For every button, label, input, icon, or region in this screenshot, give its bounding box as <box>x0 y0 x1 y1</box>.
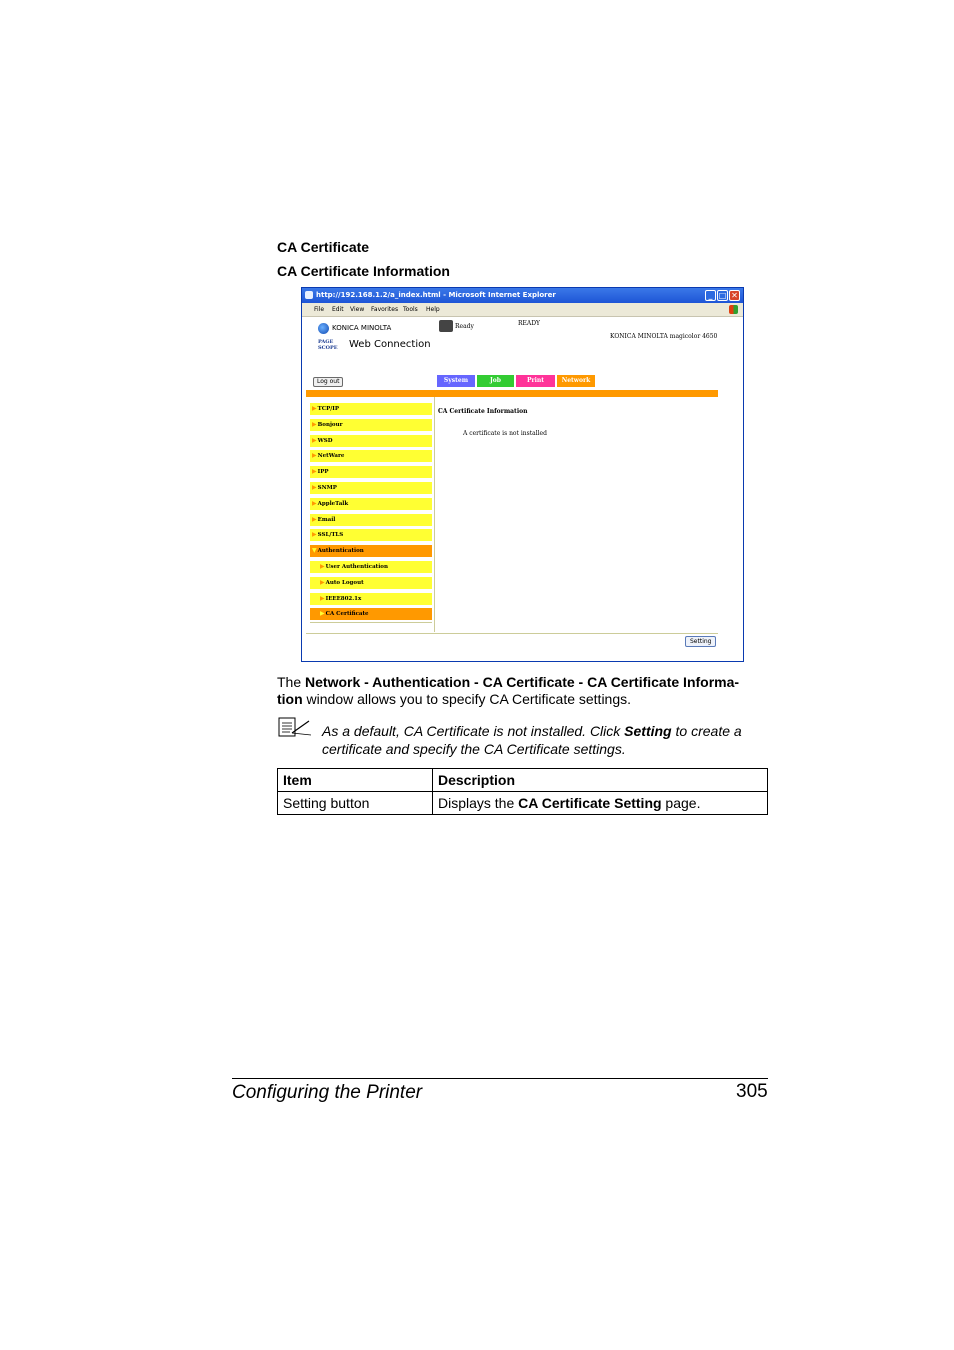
nav-item-label: Authentication <box>317 548 364 555</box>
tab-job[interactable]: Job <box>477 375 514 387</box>
note-setting: Setting <box>624 723 672 739</box>
nav-arrow-icon: ▶ <box>312 452 317 460</box>
nav-item-user-authentication[interactable] <box>310 561 432 573</box>
nav-bottom-line <box>310 622 432 623</box>
nav-item-ca-certificate[interactable] <box>310 608 432 620</box>
desc-a: Displays the <box>438 795 519 811</box>
table-cell-item: Setting button <box>278 792 433 815</box>
table-header-item: Item <box>278 769 433 792</box>
nav-arrow-icon: ▶ <box>320 594 325 602</box>
browser-titlebar <box>302 288 743 303</box>
nav-item-label: IPP <box>317 469 329 476</box>
subsection-heading: CA Certificate Information <box>277 263 450 279</box>
tab-underline-bar <box>306 390 718 397</box>
nav-arrow-icon: ▶ <box>312 531 317 539</box>
nav-item-label: TCP/IP <box>317 406 339 412</box>
nav-item-snmp[interactable] <box>310 482 432 494</box>
nav-item-email[interactable] <box>310 514 432 526</box>
nav-arrow-icon: ▶ <box>320 578 325 586</box>
nav-arrow-icon: ▶ <box>312 484 317 491</box>
nav-arrow-icon: ▶ <box>312 420 317 428</box>
note-text <box>322 722 762 758</box>
status-main: READY <box>518 320 541 327</box>
table-cell-description <box>433 792 768 815</box>
note-text-b: to create a <box>671 723 742 739</box>
table-header-row <box>278 769 768 792</box>
nav-arrow-icon: ▶ <box>312 515 317 523</box>
status-small: Ready <box>455 323 474 330</box>
menu-tools[interactable]: Tools <box>403 306 418 313</box>
page-number: 305 <box>736 1081 768 1102</box>
tab-print[interactable]: Print <box>516 375 555 387</box>
printer-model: KONICA MINOLTA magicolor 4650 <box>610 333 718 340</box>
nav-arrow-icon: ▶ <box>312 468 317 476</box>
description-paragraph <box>277 674 762 708</box>
nav-arrow-icon: ▶ <box>320 610 325 618</box>
table-row <box>278 792 768 815</box>
nav-arrow-icon: ▶ <box>312 499 317 507</box>
nav-item-label: Bonjour <box>317 421 343 428</box>
ie-icon <box>305 291 313 299</box>
panel-message: A certificate is not installed <box>463 430 547 437</box>
nav-arrow-icon: ▼ <box>312 547 317 555</box>
nav-arrow-icon: ▶ <box>320 563 325 570</box>
nav-item-label: Auto Logout <box>325 579 364 586</box>
nav-arrow-icon: ▶ <box>312 436 317 444</box>
nav-item-label: WSD <box>317 437 333 444</box>
note-icon <box>278 717 312 739</box>
logout-button[interactable]: Log out <box>313 377 343 387</box>
desc-b: page. <box>661 795 701 811</box>
web-connection-page <box>302 317 743 661</box>
browser-title: http://192.168.1.2/a_index.html - Microsoft Internet Explorer <box>316 291 556 299</box>
nav-arrow-icon: ▶ <box>312 405 317 412</box>
note-text-c: certificate and specify the CA Certificate settings. <box>322 741 626 757</box>
nav-item-label: SNMP <box>317 485 337 491</box>
nav-item-bonjour[interactable] <box>310 419 432 431</box>
note-text-a: As a default, CA Certificate is not installed. Click <box>322 723 625 739</box>
nav-item-label: CA Certificate <box>325 611 369 618</box>
pagescope-logo-icon: PAGE SCOPE <box>318 339 338 351</box>
nav-item-label: AppleTalk <box>317 500 349 507</box>
paragraph-prefix: The <box>277 674 306 690</box>
konica-minolta-logo-icon <box>318 323 329 334</box>
menu-favorites[interactable]: Favorites <box>371 306 399 313</box>
panel-title: CA Certificate Information <box>438 408 528 415</box>
menu-help[interactable]: Help <box>426 306 440 313</box>
nav-item-label: IEEE802.1x <box>325 595 362 602</box>
nav-item-label: User Authentication <box>325 564 388 570</box>
nav-item-label: NetWare <box>317 453 345 460</box>
nav-item-authentication[interactable] <box>310 545 432 557</box>
nav-item-appletalk[interactable] <box>310 498 432 510</box>
section-heading: CA Certificate <box>277 239 370 255</box>
nav-item-label: SSL/TLS <box>317 532 344 539</box>
maximize-button[interactable]: □ <box>718 291 727 300</box>
brand-name: KONICA MINOLTA <box>332 324 392 332</box>
tab-network[interactable]: Network <box>557 375 595 387</box>
paragraph-suffix: window allows you to specify CA Certificate settings. <box>302 691 632 707</box>
table-header-description: Description <box>433 769 768 792</box>
item-description-table <box>277 768 768 815</box>
nav-divider <box>434 397 435 632</box>
product-name: Web Connection <box>349 339 431 350</box>
setting-button[interactable]: Setting <box>685 636 716 647</box>
footer-divider <box>306 633 718 634</box>
paragraph-path: Network - Authentication - CA Certificate - CA Certificate Informa- <box>305 674 740 690</box>
footer-rule <box>232 1078 768 1079</box>
nav-item-label: Email <box>317 516 336 523</box>
nav-item-wsd[interactable] <box>310 435 432 447</box>
menu-edit[interactable]: Edit <box>332 306 344 313</box>
nav-item-netware[interactable] <box>310 450 432 462</box>
paragraph-path-end: tion <box>277 691 303 707</box>
printer-status-icon <box>439 320 453 332</box>
windows-logo-icon <box>729 305 738 314</box>
nav-item-tcp-ip[interactable] <box>310 403 432 415</box>
nav-item-ieee802-1x[interactable] <box>310 593 432 605</box>
minimize-button[interactable]: _ <box>705 290 716 301</box>
browser-window-screenshot <box>301 287 744 662</box>
menu-view[interactable]: View <box>350 306 365 313</box>
nav-item-ipp[interactable] <box>310 466 432 478</box>
footer-section-title: Configuring the Printer <box>232 1082 423 1103</box>
nav-item-ssl-tls[interactable] <box>310 529 432 541</box>
desc-bold: CA Certificate Setting <box>518 795 662 811</box>
nav-item-auto-logout[interactable] <box>310 577 432 589</box>
tab-system[interactable]: System <box>437 375 475 387</box>
menu-file[interactable]: File <box>314 306 325 313</box>
browser-menubar <box>302 303 743 317</box>
close-button[interactable]: ✕ <box>729 290 740 301</box>
